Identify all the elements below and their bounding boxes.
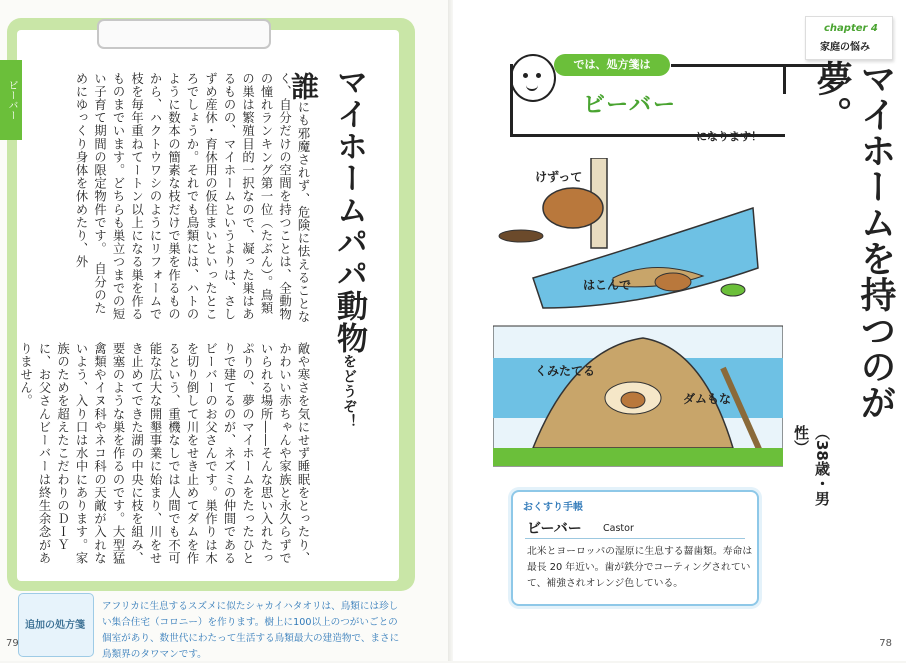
bush [721, 284, 745, 296]
right-subtitle: （38歳・男性） [792, 425, 831, 506]
beaver-swimming [655, 273, 691, 291]
drop-initial: 誰 [287, 72, 320, 101]
prescription-frame-top [671, 64, 841, 67]
prescription-ending: になります！ [696, 130, 762, 143]
beaver-in-lodge [621, 392, 645, 408]
page-number-left: 79 [6, 638, 19, 649]
beaver-illustration-svg [493, 158, 783, 476]
prescription-animal-name: ビーバー [583, 93, 678, 118]
left-title [330, 66, 368, 496]
label-dam: ダムもな [683, 392, 732, 406]
prescription-intro: では、処方箋は [554, 54, 670, 76]
notebook-title: ビーバー [527, 521, 582, 537]
left-page [0, 0, 453, 661]
label-build: くみたてる [535, 364, 596, 378]
right-title: マイホームを持つのが夢。 [811, 60, 896, 420]
chapter-tag [805, 16, 893, 60]
notebook-header: おくすり手帳 [523, 502, 583, 513]
prescription-frame-right [783, 64, 786, 94]
beaver-illustration [493, 158, 783, 476]
chapter-label: chapter 4 [824, 23, 878, 34]
left-body-upper [50, 72, 320, 327]
left-title-suffix: をどうぞ！ [341, 354, 357, 429]
beaver-gnawing [543, 188, 603, 228]
note-label: 追加の処方箋 [25, 620, 85, 631]
notebook-body: 北米とヨーロッパの湿原に生息する齧歯類。寿命は最長 20 年近い。歯が鉄分でコーティングされていて、補強されオレンジ色している。 [527, 546, 753, 589]
notebook-divider [525, 538, 745, 539]
left-body-lower: 敵や寒さを気にせず睡眠をとったり、かわいい赤ちゃんや家族と永久らずでいられる場所――そんな思い入れたっぷりの、夢のマイホームをたったひとりで建てるのが、ネズミの仲間であるビーバーのお父さんです。巣作りは木を切り倒して川をせき止めてダムを作るという、重機なしでは人間でも不可能な広大な開墾事業に始まり、川をせき止めてできた湖の中央に枝を組み、要塞のような巣を作るのです。大型猛禽類やイヌ科やネコ科の天敵が入れないよう、入り口は水中にあります。家族のためを超えたこだわりのＤＩＹに、お父さんビーバーは終生余念がありません。 [18, 342, 310, 565]
left-title-main: マイホームパパ動物 [331, 66, 367, 354]
medicine-notebook [511, 490, 759, 606]
left-body-upper-text: にも邪魔されず、危険に怯えることなく、自分だけの空間を持つことは、全動物の憧れランキング第一位（たぶん）。鳥類の巣は繁殖目的一択なので、凝った巣はあるものの、マイホームというよりは、さしずめ産休・育休用の仮住まいといったところでしょうか。それでも鳥類には、ハトのように数本の簡素な枝だけで巣を作るものから、ハクトウワシのようにリフォームで枝を毎年重ねてートン以上になる巣を作るものまでいます。どちらも巣立つまでの短い子育て期間の限定物件です。 自分のためにゆっくり身体を休めたり、外 [74, 72, 310, 324]
beaver-tail [499, 230, 543, 242]
side-tab: ビーバー [0, 60, 22, 140]
right-page [453, 0, 906, 661]
grass-bank [493, 448, 783, 466]
note-card [18, 593, 94, 657]
label-gnaw: けずって [535, 170, 583, 184]
clipboard-clip [97, 19, 271, 49]
page-number-right: 78 [879, 638, 892, 649]
chapter-title: 家庭の悩み [820, 42, 870, 53]
note-text: アフリカに生息するスズメに似たシャカイハタオリは、鳥類には珍しい集合住宅（コロニー）を作ります。樹上に100以上のつがいごとの個室があり、数世代にわたって生活する鳥類最大の建造物で、まさに鳥類界のタワマンです。 [102, 601, 400, 660]
label-carry: はこんで [583, 278, 632, 292]
notebook-latin-name: Castor [603, 523, 634, 534]
extra-prescription-note [18, 593, 400, 660]
